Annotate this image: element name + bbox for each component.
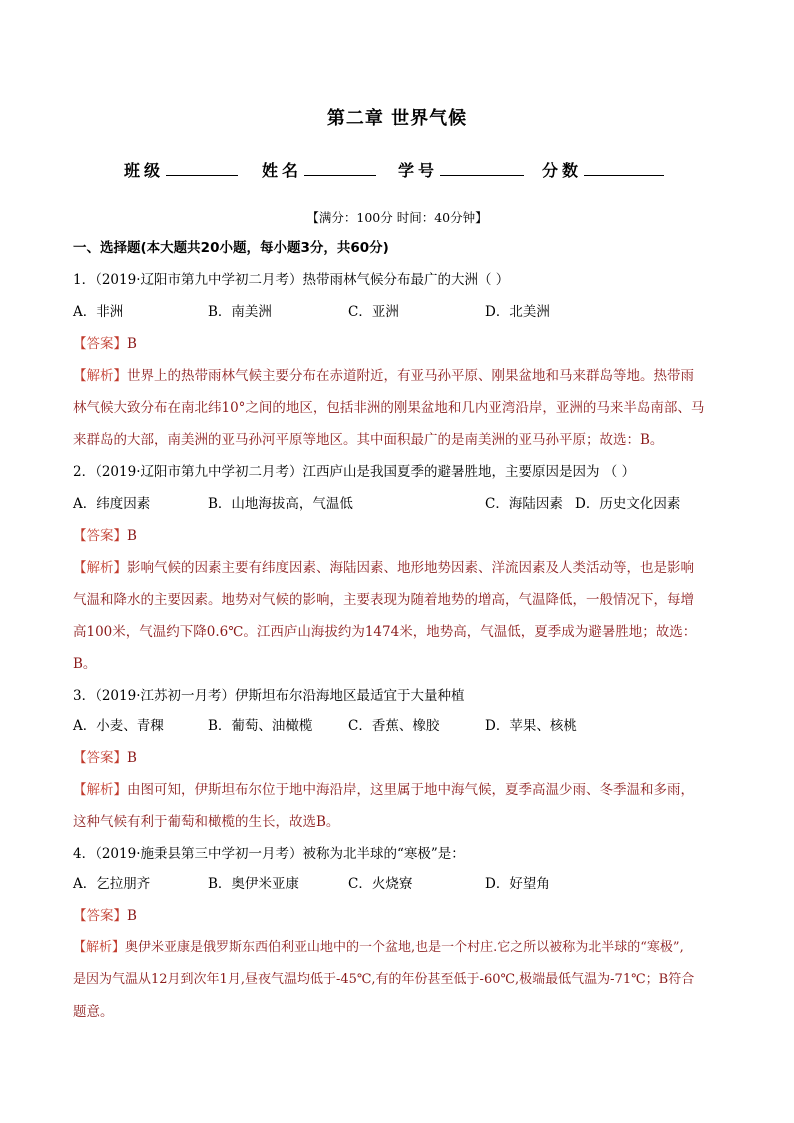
option-b: B．南美洲 <box>208 304 272 320</box>
question-1-analysis-line-3: 来群岛的大部，南美洲的亚马孙河平原等地区。其中面积最广的是南美洲的亚马孙平原；故选：B。 <box>73 432 664 448</box>
analysis-label: 【解析】 <box>73 560 127 576</box>
student-id-field <box>398 158 524 181</box>
answer-label: 【答案】 <box>73 908 127 924</box>
class-blank <box>166 161 238 176</box>
question-2-analysis-line-3: 高100米，气温约下降0.6℃。江西庐山海拔约为1474米，地势高，气温低，夏季成为避暑胜地；故选： <box>73 624 697 640</box>
answer-value: B <box>127 750 137 766</box>
option-c: C．火烧寮 <box>348 876 413 892</box>
option-b: B．山地海拔高，气温低 <box>208 496 353 512</box>
question-4-analysis-line-1: 【解析】奥伊米亚康是俄罗斯东西伯利亚山地中的一个盆地,也是一个村庄.它之所以被称为北半球的“寒极”, <box>73 940 684 955</box>
name-blank <box>304 161 376 176</box>
question-3-stem: 3．（2019·江苏初一月考）伊斯坦布尔沿海地区最适宜于大量种植 <box>73 688 465 704</box>
score-field <box>542 158 664 181</box>
option-a: A．小麦、青稞 <box>73 718 164 734</box>
name-label: 姓名 <box>262 161 303 180</box>
question-4-analysis-line-2: 是因为气温从12月到次年1月,昼夜气温均低于-45℃,有的年份甚至低于-60℃,极端最低气温为-71℃；B符合 <box>73 972 695 987</box>
question-3-analysis-line-2: 这种气候有利于葡萄和橄榄的生长，故选B。 <box>73 814 340 830</box>
question-1-analysis-line-2: 林气候大致分布在南北纬10°之间的地区，包括非洲的刚果盆地和几内亚湾沿岸，亚洲的马来半岛南部、马 <box>73 400 705 416</box>
option-a: A．乞拉朋齐 <box>73 876 151 892</box>
question-2-stem: 2．（2019·辽阳市第九中学初二月考）江西庐山是我国夏季的避暑胜地，主要原因是因为 （ ） <box>73 464 636 480</box>
name-field <box>262 158 376 181</box>
question-4-answer <box>73 906 733 926</box>
class-label: 班级 <box>124 161 165 180</box>
score-label: 分数 <box>542 161 583 180</box>
option-d: D．历史文化因素 <box>575 496 681 512</box>
option-d: D．苹果、核桃 <box>485 718 577 734</box>
option-c: C．亚洲 <box>348 304 399 320</box>
student-id-blank <box>440 161 524 176</box>
question-2-analysis-line-1: 【解析】影响气候的因素主要有纬度因素、海陆因素、地形地势因素、洋流因素及人类活动等，也是影响 <box>73 560 694 576</box>
question-2-answer <box>73 526 733 546</box>
option-d: D．好望角 <box>485 876 550 892</box>
class-field <box>124 158 238 181</box>
question-4-stem: 4．（2019·施秉县第三中学初一月考）被称为北半球的“寒极”是： <box>73 846 465 862</box>
option-b: B．奥伊米亚康 <box>208 876 299 892</box>
option-a: A．非洲 <box>73 304 124 320</box>
question-2-analysis-line-4: B。 <box>73 656 97 672</box>
option-a: A．纬度因素 <box>73 496 151 512</box>
answer-label: 【答案】 <box>73 336 127 352</box>
score-blank <box>584 161 664 176</box>
option-c: C．香蕉、橡胶 <box>348 718 440 734</box>
student-info-line <box>120 158 680 184</box>
answer-value: B <box>127 336 137 352</box>
option-c: C．海陆因素 <box>485 496 563 512</box>
analysis-label: 【解析】 <box>73 940 126 955</box>
question-1-analysis-line-1: 【解析】世界上的热带雨林气候主要分布在赤道附近，有亚马孙平原、刚果盆地和马来群岛等地。热带雨 <box>73 368 694 384</box>
option-b: B．葡萄、油橄榄 <box>208 718 313 734</box>
answer-label: 【答案】 <box>73 528 127 544</box>
answer-value: B <box>127 528 137 544</box>
analysis-label: 【解析】 <box>73 782 127 798</box>
question-3-analysis-line-1: 【解析】由图可知，伊斯坦布尔位于地中海沿岸，这里属于地中海气候，夏季高温少雨、冬季温和多雨， <box>73 782 694 798</box>
question-1-stem: 1．（2019·辽阳市第九中学初二月考）热带雨林气候分布最广的大洲（ ） <box>73 272 510 288</box>
answer-label: 【答案】 <box>73 750 127 766</box>
exam-meta: 【满分：100分 时间：40分钟】 <box>306 210 488 225</box>
question-2-analysis-line-2: 气温和降水的主要因素。地势对气候的影响，主要表现为随着地势的增高，气温降低，一般情况下，每增 <box>73 592 694 608</box>
answer-value: B <box>127 908 137 924</box>
section-heading: 一、选择题(本大题共20小题，每小题3分，共60分) <box>73 240 389 256</box>
page-title: 第二章 世界气候 <box>326 108 468 129</box>
student-id-label: 学号 <box>398 161 439 180</box>
option-d: D．北美洲 <box>485 304 550 320</box>
analysis-label: 【解析】 <box>73 368 127 384</box>
question-1-answer <box>73 334 733 354</box>
question-4-analysis-line-3: 题意。 <box>73 1004 114 1020</box>
question-3-answer <box>73 748 733 768</box>
